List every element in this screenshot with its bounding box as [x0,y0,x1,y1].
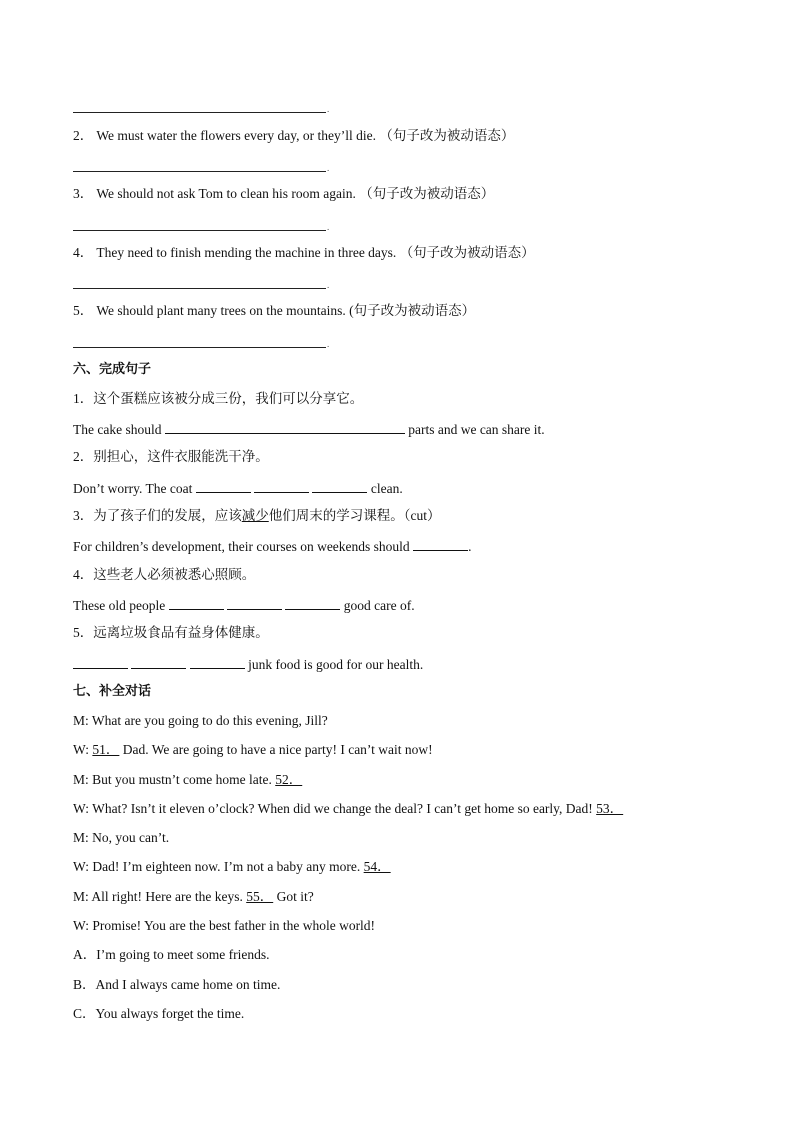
fill-blank[interactable] [73,654,128,669]
complete-sentence-4-chinese: 4．这些老人必须被悉心照顾。 [73,567,256,582]
rewrite-question-3 [73,185,494,203]
paragraph-mark: . [327,339,330,349]
dialogue-text: M: No, you can’t. [73,830,170,845]
question-number: 4． [73,245,94,260]
complete-sentence-4-english [73,595,415,615]
sentence-text: clean. [370,481,403,496]
fill-blank[interactable] [413,536,468,551]
question-number: 5． [73,303,94,318]
complete-sentence-5-english [73,654,423,674]
fill-blank[interactable] [227,595,282,610]
dialogue-line-5 [73,829,169,847]
rewrite-question-4 [73,244,535,262]
fill-blank[interactable] [196,478,251,493]
question-note: (句子改为被动语态） [349,303,476,318]
answer-line-2[interactable] [73,171,326,172]
dialogue-text: M: But you mustn’t come home late. [73,772,272,787]
dialogue-text: Got it? [276,889,314,904]
dialogue-text: M: All right! Here are the keys. [73,889,243,904]
fill-blank[interactable] [131,654,186,669]
complete-sentence-1-english [73,419,545,439]
dialogue-blank-54[interactable]: 54． [363,859,391,874]
fill-blank[interactable] [165,419,405,434]
dialogue-text: W: Dad! I’m eighteen now. I’m not a baby any more. [73,859,361,874]
answer-line-3[interactable] [73,230,326,231]
dialogue-text: W: Promise! You are the best father in the whole world! [73,918,376,933]
underlined-word: 减少 [241,508,269,523]
question-number: 3． [73,186,94,201]
question-note: （句子改为被动语态） [399,245,535,260]
sentence-text: parts and we can share it. [408,422,545,437]
complete-sentence-2-english [73,478,403,498]
complete-sentence-5-chinese: 5．远离垃圾食品有益身体健康。 [73,625,269,640]
fill-blank[interactable] [169,595,224,610]
sentence-text: junk food is good for our health. [248,657,424,672]
section-title-complete-dialogue: 七、补全对话 [73,684,152,699]
rewrite-question-5 [73,302,475,320]
dialogue-line-8 [73,917,375,935]
question-number: 2． [73,128,94,143]
dialogue-blank-55[interactable]: 55． [246,889,274,904]
sentence-text: . [468,539,472,554]
sentence-text: 他们周末的学习课程。（cut） [268,508,441,523]
sentence-text: Don’t worry. The coat [73,481,193,496]
sentence-text: The cake should [73,422,162,437]
question-text: We should not ask Tom to clean his room again. [96,186,356,201]
option-c: C．You always forget the time. [73,1006,245,1021]
dialogue-line-7 [73,888,314,906]
question-note: （句子改为被动语态） [379,128,515,143]
fill-blank[interactable] [285,595,340,610]
option-b: B．And I always came home on time. [73,977,281,992]
option-a: A．I’m going to meet some friends. [73,947,270,962]
paragraph-mark: . [327,280,330,290]
dialogue-line-3 [73,771,302,789]
sentence-text: These old people [73,598,166,613]
complete-sentence-1-chinese: 1．这个蛋糕应该被分成三份，我们可以分享它。 [73,391,364,406]
answer-line-1[interactable] [73,112,326,113]
dialogue-text: M: What are you going to do this evening, Jill? [73,713,328,728]
dialogue-line-4 [73,800,623,818]
paragraph-mark: . [327,104,330,114]
dialogue-blank-52[interactable]: 52． [275,772,303,787]
dialogue-line-2 [73,741,433,759]
complete-sentence-3-english [73,536,471,556]
fill-blank[interactable] [254,478,309,493]
dialogue-blank-51[interactable]: 51． [92,742,120,757]
sentence-text: good care of. [343,598,415,613]
dialogue-line-6 [73,858,391,876]
dialogue-text: W: What? Isn’t it eleven o’clock? When did we change the deal? I can’t get home so early, Dad! [73,801,593,816]
question-note: （句子改为被动语态） [359,186,495,201]
question-text: We should plant many trees on the mountains. [96,303,346,318]
paragraph-mark: . [327,163,330,173]
question-text: We must water the flowers every day, or they’ll die. [96,128,376,143]
sentence-text: 3．为了孩子们的发展，应该 [73,508,242,523]
fill-blank[interactable] [312,478,367,493]
question-text: They need to finish mending the machine in three days. [96,245,397,260]
paragraph-mark: . [327,222,330,232]
answer-line-4[interactable] [73,288,326,289]
sentence-text: For children’s development, their courses on weekends should [73,539,410,554]
complete-sentence-2-chinese: 2．别担心，这件衣服能洗干净。 [73,449,269,464]
fill-blank[interactable] [190,654,245,669]
dialogue-line-1 [73,712,328,730]
dialogue-text: Dad. We are going to have a nice party! I can’t wait now! [122,742,433,757]
section-title-complete-sentences: 六、完成句子 [73,362,152,377]
rewrite-question-2 [73,127,514,145]
answer-line-5[interactable] [73,347,326,348]
complete-sentence-3-chinese [73,507,441,525]
dialogue-blank-53[interactable]: 53． [596,801,624,816]
dialogue-text: W: [73,742,89,757]
